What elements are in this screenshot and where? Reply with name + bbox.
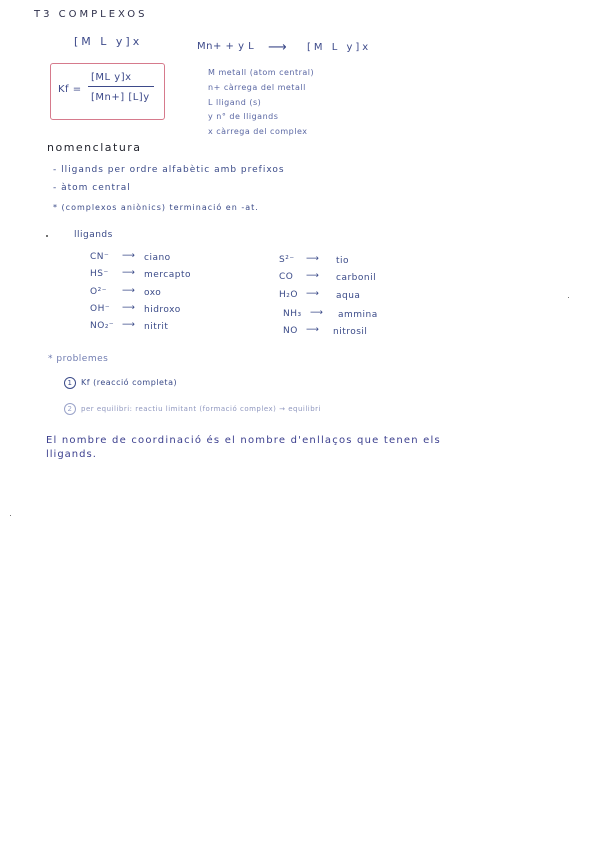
problem-number: 2 [64,403,76,415]
ligand-formula: CO [279,272,294,282]
ligand-name: ammina [338,310,378,320]
ligand-arrow: ⟶ [306,325,320,335]
problems-heading: * problemes [48,354,109,364]
ligand-formula: NO₂⁻ [90,321,115,331]
coordination-note-line: El nombre de coordinació és el nombre d'enllaços que tenen els [46,435,441,446]
nomenclature-item: - lligands per ordre alfabètic amb prefixos [53,165,285,175]
ligand-arrow: ⟶ [122,286,136,296]
ligand-name: tio [336,256,350,266]
ligand-formula: OH⁻ [90,304,111,314]
ligand-formula: O²⁻ [90,287,107,297]
reaction-arrow: ⟶ [268,40,288,55]
ligand-arrow: ⟶ [122,320,136,330]
ligand-name: nitrit [144,322,169,332]
ligand-arrow: ⟶ [122,251,136,261]
ligand-arrow: ⟶ [122,268,136,278]
ligand-arrow: ⟶ [122,303,136,313]
ligand-formula: NO [283,326,298,336]
ligand-name: aqua [336,291,361,301]
ligand-name: ciano [144,253,171,263]
stray-dot [46,235,48,237]
ligand-formula: H₂O [279,290,298,300]
legend-item: M metall (atom central) [208,68,315,77]
legend-item: n+ càrrega del metall [208,83,306,92]
problem-number: 1 [64,377,76,389]
reaction-lhs: Mn+ + y L [197,41,255,52]
coordination-note-line: lligands. [46,449,97,460]
problem-text: per equilibri: reactiu limitant (formació complex) → equilibri [81,405,321,413]
ligand-arrow: ⟶ [306,271,320,281]
stray-dot [568,297,569,298]
ligand-name: oxo [144,288,162,298]
ligands-heading: lligands [74,230,113,240]
kf-fraction-line [88,86,154,87]
nomenclature-item: * (complexos aniònics) terminació en -at. [53,203,259,212]
ligand-formula: NH₃ [283,309,302,319]
ligand-name: nitrosil [333,327,368,337]
ligand-name: carbonil [336,273,377,283]
ligand-name: hidroxo [144,305,181,315]
legend-item: x càrrega del complex [208,127,308,136]
problem-item [64,377,177,389]
ligand-arrow: ⟶ [306,289,320,299]
nomenclature-heading: nomenclatura [47,141,142,154]
ligand-formula: HS⁻ [90,269,109,279]
nomenclature-item: - àtom central [53,183,131,193]
complex-formula: [M L y]x [74,35,143,48]
ligand-arrow: ⟶ [306,254,320,264]
legend-item: y n° de lligands [208,112,279,121]
kf-denominator: [Mn+] [L]y [91,92,150,103]
ligand-name: mercapto [144,270,192,280]
stray-dot [10,515,11,516]
kf-numerator: [ML y]x [91,72,132,83]
ligand-formula: CN⁻ [90,252,110,262]
reaction-rhs: [M L y]x [307,42,372,53]
kf-label: Kf = [58,84,82,95]
problem-item [64,403,321,415]
ligand-formula: S²⁻ [279,255,295,265]
problem-text: Kf (reacció completa) [81,378,178,387]
legend-item: L lligand (s) [208,98,262,107]
page-title: T3 COMPLEXOS [34,9,148,20]
ligand-arrow: ⟶ [310,308,324,318]
